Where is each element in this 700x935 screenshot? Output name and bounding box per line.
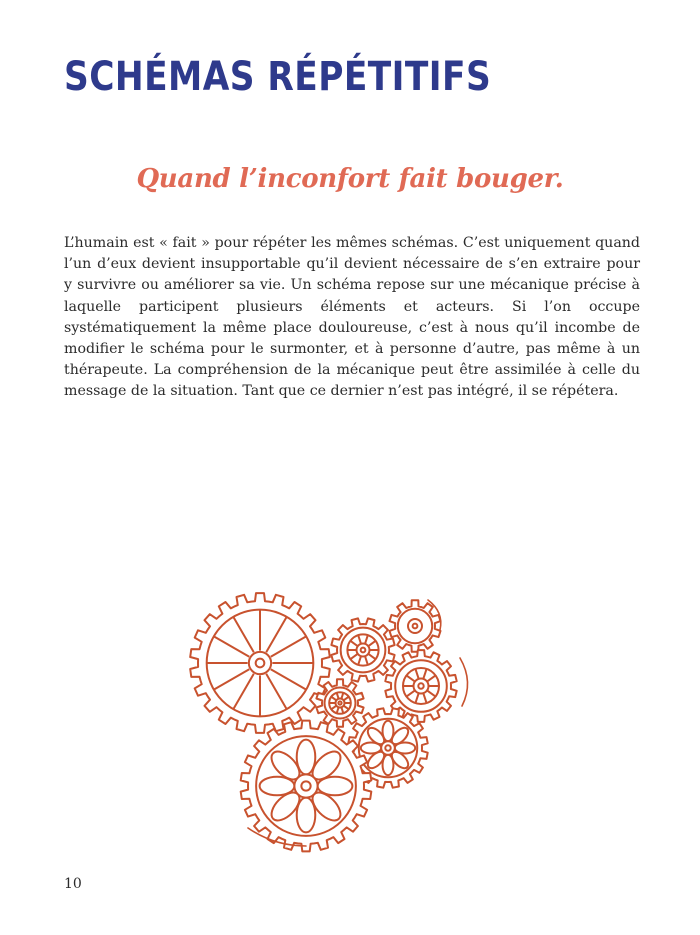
page-subtitle: Quand l’inconfort fait bouger. xyxy=(136,164,564,194)
gear-small-middle xyxy=(316,679,363,727)
gear-large-top-left xyxy=(190,593,330,733)
body-paragraph: L’humain est « fait » pour répéter les mêmes schémas. C’est uniquement quand l’un d’eux devient insupportable qu’il devient nécessaire de s’en extraire pour y survivre ou améliorer sa vie. Un schéma repose sur une mécanique précise à laquelle participent plusieurs éléments et acteurs. Si l’on occupe systématiquement la même place douloureuse, c’est à nous qu’il incombe de modifier le schéma pour le surmonter, et à personne d’autre, pas même à un thérapeute. La compréhension de la mécanique peut être assimilée à celle du message de la situation. Tant que ce dernier n’est pas intégré, il se répétera. xyxy=(64,235,640,400)
heart-gears-illustration xyxy=(178,578,508,853)
gear-small-top xyxy=(331,618,394,681)
gear-large-bottom xyxy=(241,721,372,852)
gear-small-top-right xyxy=(390,600,441,652)
page-title: SCHÉMAS RÉPÉTITIFS xyxy=(64,54,492,100)
page-number: 10 xyxy=(64,876,82,892)
